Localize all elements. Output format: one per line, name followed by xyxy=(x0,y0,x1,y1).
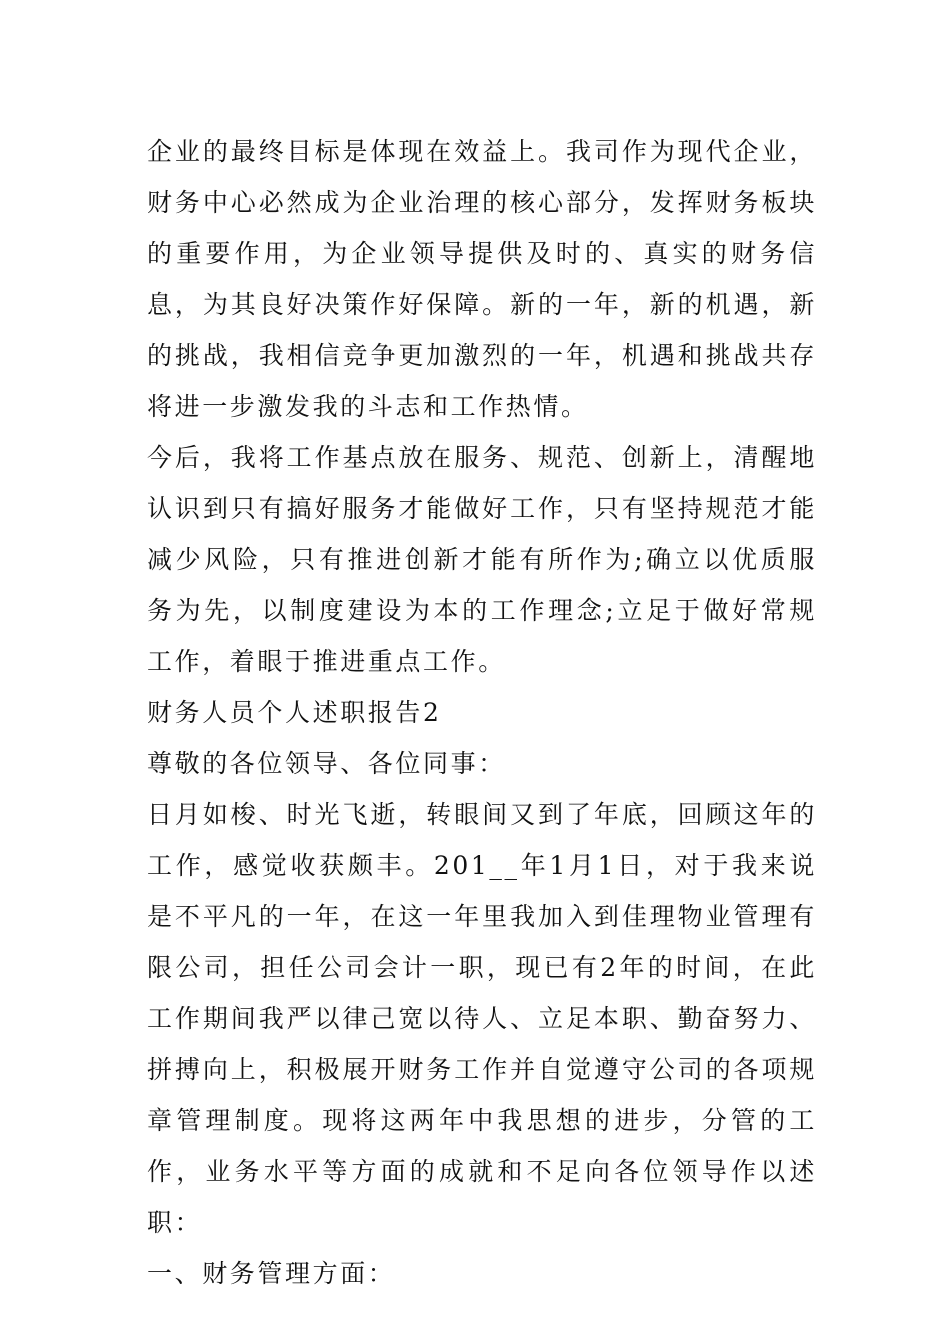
report-title: 财务人员个人述职报告2 xyxy=(147,698,442,727)
document-body xyxy=(147,126,817,1299)
paragraph-year-review: 日月如梭、时光飞逝，转眼间又到了年底，回顾这年的工作，感觉收获颇丰。201__年1月1日，对于我来说是不平凡的一年，在这一年里我加入到佳理物业管理有限公司，担任公司会计一职，现已有2年的时间，在此工作期间我严以律己宽以待人、立足本职、勤奋努力、拼搏向上，积极展开财务工作并自觉遵守公司的各项规章管理制度。现将这两年中我思想的进步，分管的工作，业务水平等方面的成就和不足向各位领导作以述职： xyxy=(147,800,817,1237)
salutation: 尊敬的各位领导、各位同事： xyxy=(147,749,506,778)
paragraph-benefits-goal: 企业的最终目标是体现在效益上。我司作为现代企业，财务中心必然成为企业治理的核心部分，发挥财务板块的重要作用，为企业领导提供及时的、真实的财务信息，为其良好决策作好保障。新的一年，新的机遇，新的挑战，我相信竞争更加激烈的一年，机遇和挑战共存将进一步激发我的斗志和工作热情。 xyxy=(147,137,817,421)
section-heading-financial-management: 一、财务管理方面： xyxy=(147,1259,396,1288)
paragraph-future-plan: 今后，我将工作基点放在服务、规范、创新上，清醒地认识到只有搞好服务才能做好工作，只有坚持规范才能减少风险，只有推进创新才能有所作为;确立以优质服务为先，以制度建设为本的工作理念;立足于做好常规工作，着眼于推进重点工作。 xyxy=(147,443,817,676)
